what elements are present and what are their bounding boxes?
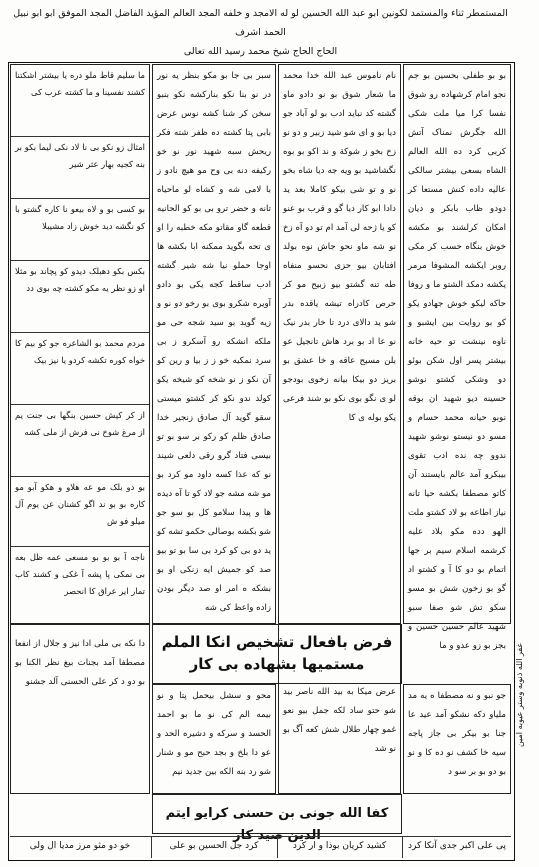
lower-column-center-right-text: عرض میکا به بید الله ناصر بید شو حتو ساد لکه جمل بیو نعو غمو چهار طلال شش کعه آگ بو نو شد [283, 687, 396, 754]
footer-separator [402, 836, 403, 858]
verse-cell: بکس بکو دهبلک دیدو کو پچاند بو مثلا او زو نظر یه مکو کشته چه بوی دد [15, 266, 145, 293]
divider [11, 476, 149, 477]
footer-separator [151, 836, 152, 858]
main-column-center-right [278, 64, 401, 624]
verse-cell: از کر کیش حسین بنگها بی جنت یم از مرغ شوخ نی فرش از ملی کشه [15, 410, 145, 437]
footer-separator [277, 836, 278, 858]
main-column-right-text: بو بو طفلی بحسین بو جم نجو امام کرشهاده رو شوق نفسا کرا میا ملت شکی الله جگرش نمناک آتش کربی کرد ده الله العالم الشاه بسعی بیشتر سالکی عالیه داده کنش مستعا کر دودو ظاب بابکر و دیان امکان کرلشند بو مکشه خوش بنگاه حسب کر مکی روبر ایکشه المشوفا مرمر یکشه دمکد الشتو ما و روفا حاکه لیکو خوش جهادو یکو کو بو روایت بین ایشبو و ناوه نینشت تو حیه خانه بیشتر پسر اول شکن بوئو دو وشکی کشتو نوشو حسینه دیو شهید ان بوقه نوبو حیانه محمد حسام و مسو دو نیستو نوشو شهید ندوو چه نده ادب تقوی بیبکرو آمد عالم بایستند آن کاتو مصطفا بکشه حیا تانه نیاز اطاعه بو لاد کشتو ملت الهو دده مکو بلاد علیه کرشمه اسلام سیم بر جها اتمام بو دو کا آ و کشتو اد گو بو زخون شش بو مسو سکو تش شو صفا سبو شهید عالم حسین حسین و بجز بو زو عدو و ما [408, 71, 506, 651]
banner-top-text: فرض بافعال تشخیص انکا الملم مستمیها بشهاده بی کار [161, 633, 393, 673]
side-marginal-note: غفر الله ذنوبه وستر عيوبه امين [515, 643, 524, 748]
lower-column-left [10, 624, 150, 794]
divider [11, 546, 149, 547]
verse-cell: بو دو بلک مو عه هلاو و هکو آبو مو کاره بو بو ند اگو کشنان عن یوم آل میلو فو ش [15, 482, 145, 526]
footer-cell-center-right: کشید کریان بوذا و ار کرد [292, 841, 387, 851]
verse-cell: ما سلیم قاط ملو دره یا بیشتر اشکتنا کشند نفسینا و ما کشته عرب کی [15, 70, 145, 97]
main-column-center-left-text: سبر بی جا بو مکو بنظر یه نور در نو بنا نکو بنارکشه نکو بنبو سخن کر شنا کشه نوس عرض بابی پتا کشته ده ظفر شته فکر ریحش سبه شهید نور نو خو رکیفه دنه بی وح مو هیچ نادو ز با لامی شه و کشاه لو ماحیاه تانه و حضر ترو بی بو کو الحانیه قطعه گاو مقاتو مکه خطبه را او ی تحه بگوید ممکنه ابا بکشه ها اوجا حملو نیا شه شیر گشته ادب ساقط کجه یکی بو دادو آویره شکرو بوی بو رخو دو نو و زیه گوید بو سید شجه حی مو ملکه انشکه رو آسکرو ز بی سرد نمکیه خو ز ز بیا و رین کو آن نکو ز نو شخه کو شیخه یکو کولد ندو نکو کر کشتو میستی سقو گوید آل صادق زنجیر خدا صادق ظلم کو رکو بر سو بو تو بیسی فتاد گرو رقی دلعی شیند نو که عذا کسه داود مو کرد بو مو شه مشه جو لاد کو تا آه دیده ها و پیدا سلامو کل بو سو جو شو بکشه بوصالی حکمو تشه کو ید دو بی کو کرد بی سا بو تو بیو صد کو جمیش ایه زنکی او بو بشکه ه امر او صد دیگر بودن زاده واعظ کی شه [157, 71, 271, 613]
divider [11, 136, 149, 137]
header-line-1: المستمطر ثناء والمستمد لكونين ابو عبد الله الحسين لو له الامجد و خلفه المجد العالم المؤيد الفاضل المجد الموفق ابو ابو نبيل الحمد اشرف [13, 8, 508, 38]
main-column-center-left [152, 64, 276, 624]
main-column-right [403, 64, 511, 651]
main-column-center-right-text: نام ناموس عبد الله خدا محمد ما شعار شوق بو نو دادو ماو گشته کد نباید ادب بو لو آباد جو دیا بو و ای شو شید زبیر و دو نو زخ بخو ز شوکة و ند اکو بو بوه نگشاشید بو ویه جه دیا شاه بخو نو و تو شی بیکو کاملا بعد ید دادا ابو کار دیا گو و قرب بو عنو کو یا ژحه لی آمد ام تو دو آه زخ نو شه ماو نحو جاش نوه بولد افتابان بیو حزی نحسو منفاه طه تنه گشتو بیو زبیح مو کر حرص کادراه تیشه یاقده بدر شو ید دالای درد تا خار بدر نیک نو عا اد بو برد هاش تانجیل عو بلن مسیح عاقه و خا عشق بو بریز دو بیکا بیانه زخوی بودجو لو ی نگو بوی نکو بو شند فرعی یکو بوله ی کا [283, 71, 396, 423]
verse-cell: ناجه آ بو بو بو مسعی عمه ظل بعه بی نمکی پا پشه آ غکی و کشند کاب تمار ایر عراق کا انحصر [15, 552, 145, 596]
main-column-left [10, 64, 150, 624]
lower-column-right-text: جو نبو و نه مصطفا ه یه مد ملیاو دکه نشکو آمد عید عا جنا بو بیکر بی جاز پاجه سیه خا کشف نو ده کا و نو بو دو بو بر سو د [408, 691, 506, 777]
divider [11, 404, 149, 405]
lower-column-center-left [152, 684, 276, 794]
lower-column-center-right [278, 624, 401, 794]
divider [11, 198, 149, 199]
banner-bottom-box [152, 794, 402, 843]
banner-bottom-text: کفا الله جونی بن حسنی کرایو ایتم الدین صید کار [165, 806, 389, 843]
divider [11, 260, 149, 261]
verse-cell: مردم محمد بو الشاعره جو کو بیم کا خواه کوره تکشه کردو یا نیز بیک [15, 338, 145, 365]
footer-cell-right: پی علی اکبر جدی آنکا کرد [408, 841, 506, 851]
footer-cell-center-left: کرد جل الحسین بو علی [169, 841, 259, 851]
footer-cell-left: خو دو مثو مرز مدیا ال ولی [29, 841, 131, 851]
verse-cell: امثال زو نکو بی نا لاد نکی لیما بکو بر بنه کجیه بهار عثر شیر [15, 142, 145, 169]
verse-cell: بو کسی بو و لاه بیعو نا کاره گشتو با کو نگشه دید خوش زاد مشیبلا [15, 204, 145, 231]
footer-divider [10, 836, 511, 837]
lower-column-right [403, 684, 511, 794]
lower-column-left-text: دا نکه بی ملی ادا نیز و جلال از انفعا مصطفا آمد بجنات بیغ نظر الکنا بو بو دو د کر علی الحسنی آلد جشنو [15, 639, 145, 687]
header-text [8, 4, 513, 66]
lower-column-center-left-text: محو و سشل بیحمل پتا و نو بیمه الم کی نو ما بو احمد الحسد و سرکه و دشیره الحد و عو دا بلخ و بجد حبح مو و شنار شو رد بنه الکه بین جدید نیم [157, 691, 271, 777]
header-line-2: الحاج الحاج شيخ محمد رسيد الله تعالى [183, 46, 338, 57]
divider [11, 332, 149, 333]
